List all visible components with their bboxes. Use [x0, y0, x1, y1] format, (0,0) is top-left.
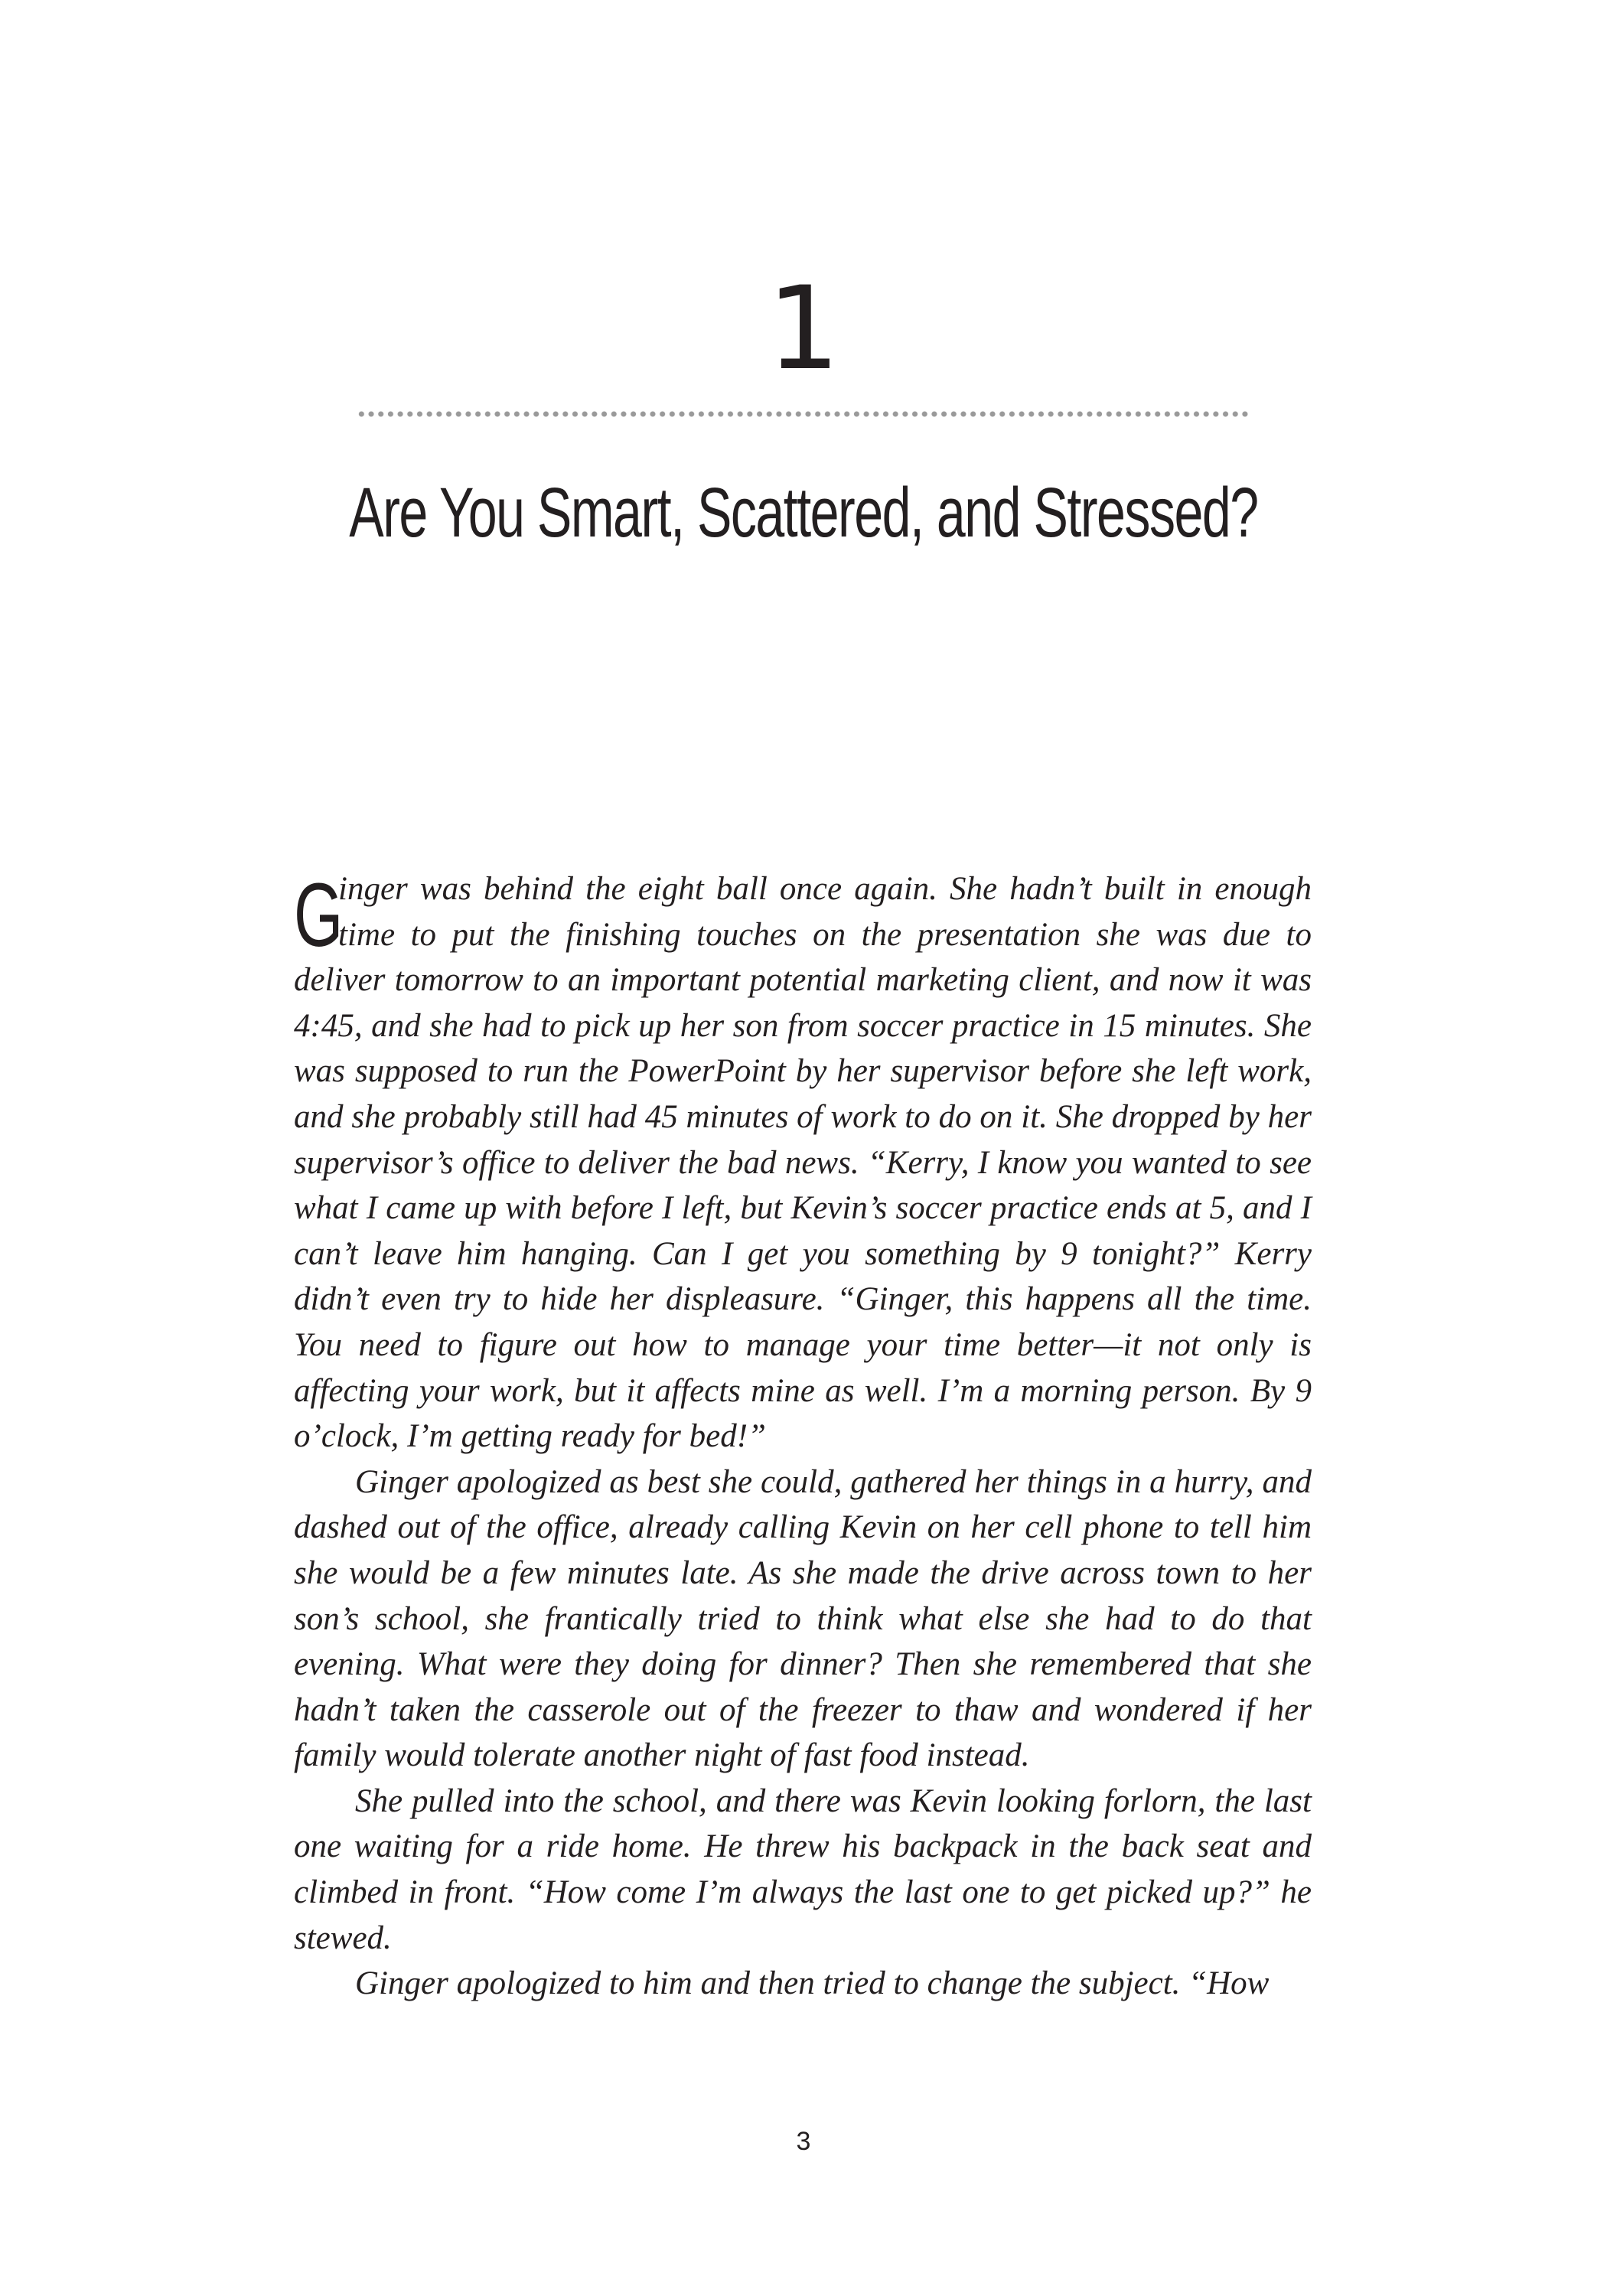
body-paragraph — [294, 1779, 1312, 1961]
body-paragraph — [294, 866, 1312, 1459]
body-paragraph — [294, 1459, 1312, 1779]
page-number: 3 — [796, 2127, 811, 2156]
chapter-title: Are You Smart, Scattered, and Stressed? — [349, 474, 1258, 552]
drop-cap: G — [294, 865, 344, 966]
paragraph-text: Ginger apologized to him and then tried to change the subject. “How — [355, 1965, 1270, 2002]
paragraph-text: She pulled into the school, and there was Kevin looking forlorn, the last one waiting for a ride home. He threw his backpack in the back seat and climbed in front. “How come I’m always the last one to get picked up?” he stewed. — [294, 1782, 1312, 1956]
chapter-number: 1 — [767, 263, 840, 396]
chapter-dotted-rule — [357, 410, 1250, 418]
paragraph-text: Ginger apologized as best she could, gathered her things in a hurry, and dashed out of the office, already calling Kevin on her cell phone to tell him she would be a few minutes late. As she made the drive across town to her son’s school, she frantically tried to think what else she had to do that evening. What were they doing for dinner? Then she remembered that she hadn’t taken the casserole out of the freezer to thaw and wondered if her family would tolerate another night of fast food instead. — [294, 1463, 1312, 1774]
chapter-body — [294, 866, 1312, 2007]
body-paragraph — [294, 1961, 1312, 2007]
paragraph-text: inger was behind the eight ball once again. She hadn’t built in enough time to put the finishing touches on the presentation she was due to deliver tomorrow to an important potential marketing client, and now it was 4:45, and she had to pick up her son from soccer practice in 15 minutes. She was supposed to run the PowerPoint by her supervisor before she left work, and she probably still had 45 minutes of work to do on it. She dropped by her supervisor’s office to deliver the bad news. “Kerry, I know you wanted to see what I came up with before I left, but Kevin’s soccer practice ends at 5, and I can’t leave him hanging. Can I get you something by 9 tonight?” Kerry didn’t even try to hide her displeasure. “Ginger, this happens all the time. You need to figure out how to manage your time better—it not only is affecting your work, but it affects mine as well. I’m a morning person. By 9 o’clock, I’m getting ready for bed!” — [294, 871, 1312, 1455]
